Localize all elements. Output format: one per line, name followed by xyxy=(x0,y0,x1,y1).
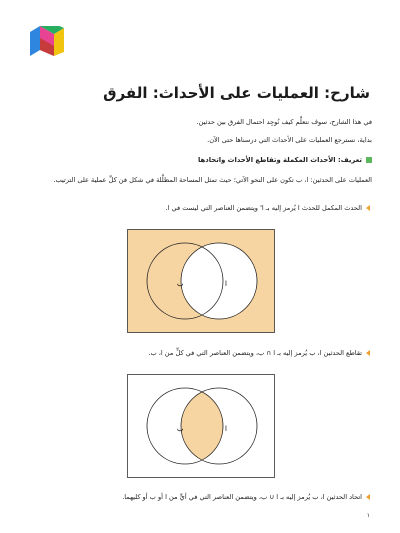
venn-complement xyxy=(127,229,275,333)
venn-label-right: ا xyxy=(225,425,227,433)
venn-intersection xyxy=(127,374,275,478)
bullet-arrow-icon xyxy=(366,350,370,356)
bullet-arrow-icon xyxy=(366,205,370,211)
definition-heading xyxy=(198,156,372,164)
square-icon xyxy=(366,157,372,163)
venn-label-right: ا xyxy=(225,280,227,288)
bullet-union xyxy=(122,493,370,501)
bullet-text: اتحاد الحدثين ا، ب يُرمز إليه بـ ا ∪ ب، ويتضمن العناصر التي في أيٍّ من ا أو ب أو كليهما. xyxy=(122,493,362,501)
page-title: شارح: العمليات على الأحداث: الفرق xyxy=(103,84,370,102)
bullet-intersection xyxy=(148,349,370,357)
page-number: ١ xyxy=(366,512,370,519)
logo-icon xyxy=(30,26,64,56)
bullet-text: تقاطع الحدثين ا، ب يُرمز إليه بـ ا ∩ ب، ويتضمن العناصر التي في كلٍّ من ا، ب. xyxy=(148,349,362,357)
venn-label-left: ب xyxy=(177,280,184,288)
venn-label-left: ب xyxy=(177,425,184,433)
definition-heading-text: تعريف: الأحداث المكملة وتقاطع الأحداث واتحادها xyxy=(198,156,362,164)
bullet-text: الحدث المكمل للحدث ا يُرمز إليه بـ ا' ويتضمن العناصر التي ليست في ا. xyxy=(165,204,362,212)
intro-text: في هذا الشارح، سوف نتعلَّم كيف نُوجِد احتمال الفرق بين حدثين. xyxy=(196,118,372,126)
bullet-complement xyxy=(165,204,370,212)
bullet-arrow-icon xyxy=(366,494,370,500)
lead-text: بداية، نسترجع العمليات على الأحداث التي درسناها حتى الآن. xyxy=(207,136,372,144)
definition-text: العمليات على الحدثين: ا، ب تكون على النحو الآتي؛ حيث تمثل المساحة المظلَّلة في شكل فن كلَّ عملية على الترتيب. xyxy=(53,176,372,184)
